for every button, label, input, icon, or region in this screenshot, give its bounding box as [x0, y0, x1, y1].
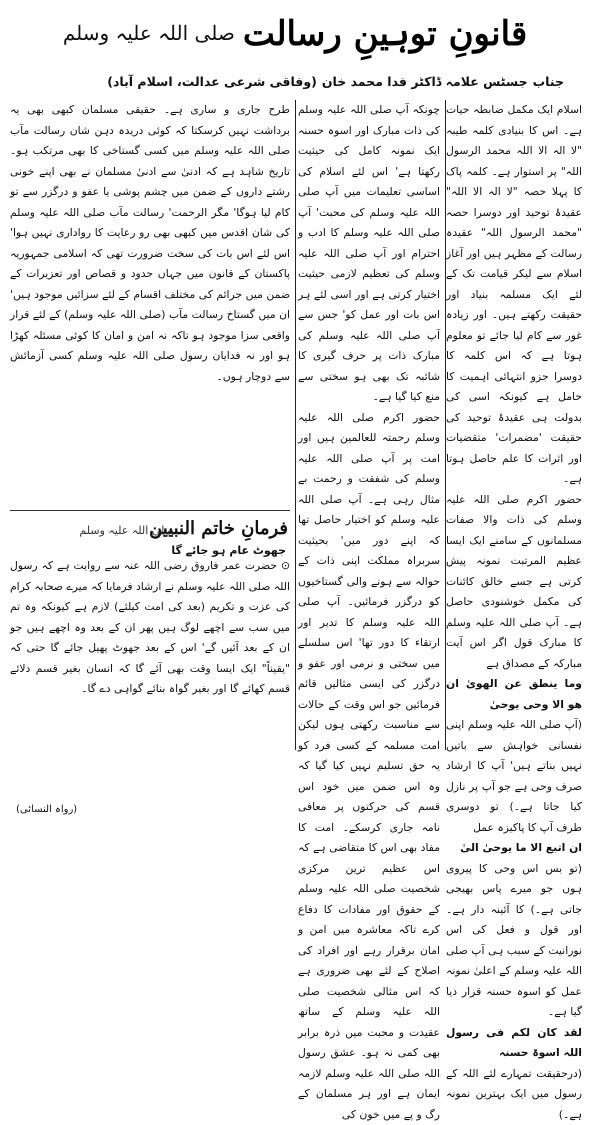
hadith-box-body — [10, 556, 290, 826]
col1-verse: وما ینطق عن الھویٰ ان ھو الا وحی یوحیٰ — [446, 674, 582, 715]
byline-prefix: جناب — [533, 74, 564, 89]
column-2 — [298, 100, 440, 751]
col1-verse: لقد کان لکم فی رسول اللہ اسوۃ حسنہ — [446, 1023, 582, 1064]
col3-text — [10, 100, 290, 495]
title-text: قانونِ توہینِ رسالت — [243, 13, 527, 54]
col1-paragraph: حضور اکرم صلی اللہ علیہ وسلم کی ذات والا صفات مسلمانوں کے سامنے ایک ایسا عظیم المرتبت نمونہ پیش کرتی ہے جسے خالق کائنات کی مکمل خوشنودی حاصل ہے۔ آپ صلی اللہ علیہ وسلم کا مبارک قول اگر اس آیت مبارکہ کے مصداق ہے — [446, 490, 582, 675]
col2-paragraph: حضور اکرم صلی اللہ علیہ وسلم رحمتہ للعالمین ہیں اور امت پر آپ صلی اللہ علیہ وسلم کی شفقت و رحمت بے مثال رہی ہے۔ آپ صلی اللہ علیہ وسلم کو اختیار حاصل تھا کہ اپنے دور میں' بحیثیت سربراہ مملکت اپنی ذات کے حوالہ سے ہونے والی گستاخیوں کو درگزر فرمائیں۔ آپ صلی اللہ علیہ وسلم کا تدبر اور ارتقاء کا دور تھا' اس سلسلے میں سختی و نرمی اور عفو و درگزر کی ایسی مثالیں قائم فرمائیں جو اس وقت کے حالات سے مناسبت رکھتی ہوں لیکن امت مسلمہ کے کسی فرد کو یہ حق تسلیم نہیں کیا گیا کہ وہ اس ضمن میں خود اس قسم کی حرکتوں پر معافی نامہ جاری کرسکے۔ امت کا مفاد بھی اس کا متقاضی ہے کہ اس عظیم ترین مرکزی شخصیت صلی اللہ علیہ وسلم کے حقوق اور مفادات کا دفاع کرے تاکہ معاشرہ میں امن و امان برقرار رہے اور افراد کی اصلاح کے لئے بھی ضروری ہے کہ اس مثالی شخصیت صلی اللہ علیہ وسلم کے ساتھ عقیدت و محبت میں ذرہ برابر بھی کمی نہ ہو۔ عشق رسول اللہ صلی اللہ علیہ وسلم لازمہ ایمان ہے اور ہر مسلمان کے رگ و پے میں خون کی — [298, 408, 440, 1125]
column-3 — [10, 100, 290, 761]
byline — [110, 70, 564, 92]
column-divider-2 — [295, 100, 296, 750]
column-1 — [446, 100, 582, 751]
hadith-box-honorific: صلی اللہ علیہ وسلم — [79, 521, 174, 542]
col1-verse: ان اتبع الا ما یوحیٰ الیٰ — [446, 838, 582, 859]
col1-paragraph: (تو بس اس وحی کا پیروی ہوں جو میرے پاس بھیجی جاتی ہے۔) کا آئینہ دار ہے۔ اور قول و فعل کی اس نورانیت کے سبب ہی آپ صلی اللہ علیہ وسلم کے اعلیٰ نمونہ عمل کو اسوہ حسنہ قرار دیا گیا ہے۔ — [446, 859, 582, 1023]
hadith-box-subheading: جھوٹ عام ہو جائے گا — [171, 541, 286, 562]
title-honorific: صلی اللہ علیہ وسلم — [63, 21, 235, 45]
col1-paragraph: (درحقیقت تمہارے لئے اللہ کے رسول میں ایک بہترین نمونہ ہے۔) — [446, 1064, 582, 1125]
byline-affiliation: (وفاقی شرعی عدالت، اسلام آباد) — [107, 74, 317, 89]
col1-paragraph: اسلام ایک مکمل ضابطہ حیات ہے۔ اس کا بنیادی کلمہ طیبہ "لا الہ الا اللہ محمد الرسول اللہ" پر استوار ہے۔ کلمہ پاک کا پہلا حصہ "لا الہ الا اللہ" عقیدۂ توحید اور دوسرا حصہ "محمد الرسول اللہ" عقیدہ رسالت کے مظہر ہیں اور آغاز اسلام سے لیکر قیامت تک کے لئے ایک مسلمہ بنیاد اور حقیقت رکھتے ہیں۔ اور زیادہ غور سے کام لیا جائے تو معلوم ہوتا ہے کہ اس کلمہ کا دوسرا جزو انتہائی اہمیت کا حامل ہے کیونکہ اسی کی بدولت ہی عقیدۂ توحید کی حقیقت 'مضمرات' متقضیات اور اثرات کا علم حاصل ہوتا ہے۔ — [446, 100, 582, 490]
byline-author: جسٹس علامہ ڈاکٹر فدا محمد خان — [322, 74, 528, 89]
col2-paragraph: چونکہ آپ صلی اللہ علیہ وسلم کی ذات مبارک اور اسوہ حسنہ ایک نمونہ کامل کی حیثیت رکھتا ہے' اس لئے اسلام کی اساسی تعلیمات میں آپ صلی اللہ علیہ وسلم کی محبت' آپ صلی اللہ علیہ وسلم کا ادب و احترام اور آپ صلی اللہ علیہ وسلم کی تعظیم لازمی حیثیت اختیار کرتی ہے اور اسی لئے ہر اس بات اور عمل کو' جس سے آپ صلی اللہ علیہ وسلم کی مبارک ذات پر حرف گیری کا شائبہ تک بھی ہو سختی سے منع کیا گیا ہے۔ — [298, 100, 440, 408]
hadith-reference: (رواہ النسائی) — [16, 800, 77, 821]
col3-paragraph: طرح جاری و ساری ہے۔ حقیقی مسلمان کبھی بھی یہ برداشت نہیں کرسکتا کہ کوئی دریدہ دہن شان رسالت مآب صلی اللہ علیہ وسلم میں کسی گستاخی کا بھی مرتکب ہو۔ تاریخ شاہد ہے کہ ادنیٰ سے ادنیٰ مسلمان نے بھی اپنے خونی رشتے داروں کے ضمن میں چشم پوشی یا عفو و درگزر سے تو کام لیا ہوگا' مگر الرحمت' رسالت مآب صلی اللہ علیہ وسلم کی شان اقدس میں کبھی بھی رو رعایت کا رواداری نہیں ہوا' اس لئے اس بات کی سخت ضرورت تھی کہ اسلامی جمہوریہ پاکستان کے قانون میں جہاں حدود و قصاص اور تعزیرات کے ضمن میں جرائم کی مختلف اقسام کے لئے سزائیں موجود ہیں' ان میں گستاخ رسالت مآب (صلی اللہ علیہ وسلم) کے لئے قرار واقعی سزا موجود ہو تاکہ نہ امن و امان کا کوئی مسئلہ کھڑا ہو اور نہ فدایان رسول صلی اللہ علیہ وسلم کسی آزمائش سے دوچار ہوں۔ — [10, 100, 290, 387]
hadith-box-title: فرمانِ خاتم النبیین — [149, 519, 288, 540]
hadith-box-header — [10, 510, 290, 553]
article-title — [0, 2, 590, 64]
col1-paragraph: (آپ صلی اللہ علیہ وسلم اپنی نفسانی خواہش سے باتیں نہیں بناتے ہیں' آپ کا ارشاد صرف وحی ہے جو آپ پر نازل کیا جاتا ہے۔) تو دوسری طرف آپ کا پاکیزہ عمل — [446, 715, 582, 838]
hadith-text: ⊙ حضرت عمر فاروق رضی اللہ عنہ سے روایت ہے کہ رسول اللہ صلی اللہ علیہ وسلم نے ارشاد فرمایا کہ میرے صحابہ کرام کی عزت و تکریم (بعد کی امت کیلئے) لازم ہے کیونکہ وہ تم میں سب سے اچھے لوگ ہیں پھر ان کے بعد وہ اچھے ہیں جو ان کے بعد آئیں گے' اس کے بعد جھوٹ پھیل جائے گا حتی کہ "یقیناً" ایک ایسا وقت بھی آئے گا کہ انسان بغیر قسم دلائے قسم کھائے گا اور بغیر گواہ بنائے گواہی دے گا۔ — [10, 556, 290, 700]
